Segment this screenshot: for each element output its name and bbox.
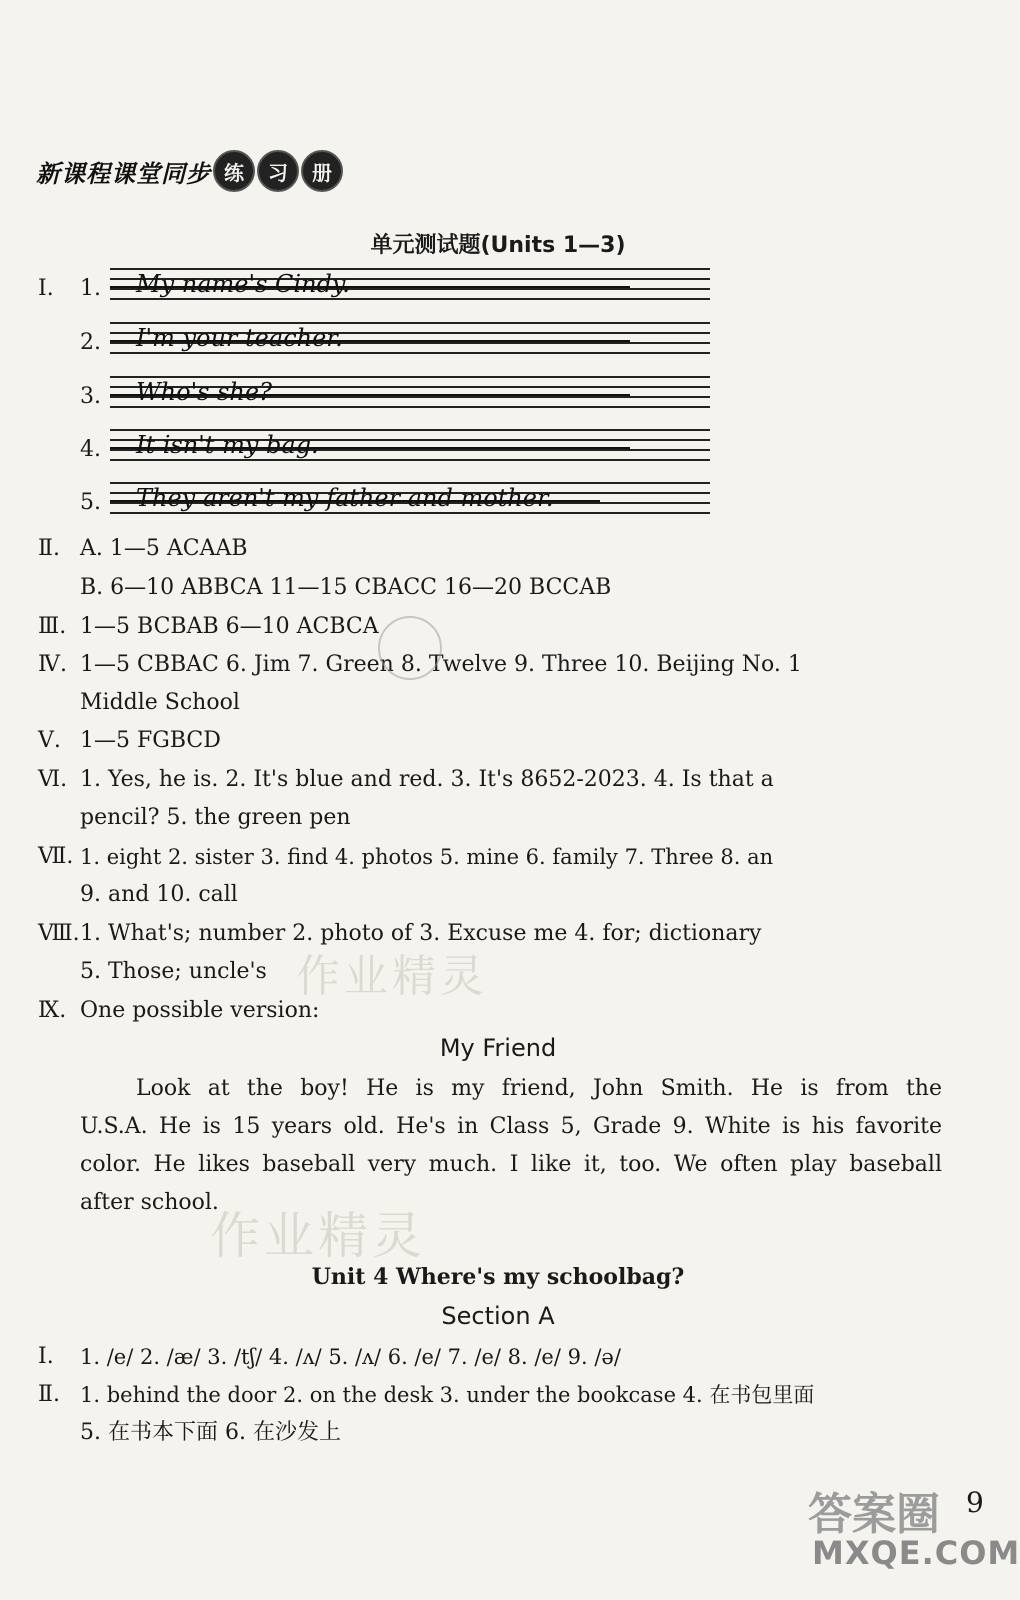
stamp-mark xyxy=(378,616,442,680)
answer-line-8b: 5. Those; uncle's xyxy=(80,959,267,984)
item1-text: My name's Cindy. xyxy=(136,270,350,298)
brand-header xyxy=(36,150,343,192)
page-number: 9 xyxy=(966,1486,984,1519)
item4-text: It isn't my bag. xyxy=(136,431,319,459)
answer-line-4b: Middle School xyxy=(80,690,240,715)
writing-line-5 xyxy=(110,482,710,526)
item3-num: 3. xyxy=(80,384,101,409)
writing-line-3 xyxy=(110,376,710,420)
unit4-label-2: Ⅱ. xyxy=(38,1382,60,1407)
unit4-line-2a: 1. behind the door 2. on the desk 3. under the bookcase 4. 在书包里面 xyxy=(80,1383,815,1407)
item3-text: Who's she? xyxy=(136,378,272,406)
writing-line-2 xyxy=(110,322,710,366)
badge-lian: 练 xyxy=(213,150,255,192)
answer-line-9: One possible version: xyxy=(80,998,320,1023)
unit4-line-1: 1. /e/ 2. /æ/ 3. /tʃ/ 4. /ʌ/ 5. /ʌ/ 6. /e/ 7. /e/ 8. /e/ 9. /ə/ xyxy=(80,1345,621,1369)
unit4-title: Unit 4 Where's my schoolbag? xyxy=(311,1264,685,1290)
answer-line-6b: pencil? 5. the green pen xyxy=(80,805,351,830)
item2-num: 2. xyxy=(80,330,101,355)
item2-text: I'm your teacher. xyxy=(136,324,343,352)
unit4-section: Section A xyxy=(441,1302,555,1330)
footer-site: MXQE.COM xyxy=(812,1534,1020,1572)
answer-line-4a: 1—5 CBBAC 6. Jim 7. Green 8. Twelve 9. Three 10. Beijing No. 1 xyxy=(80,652,802,677)
answer-line-8a: 1. What's; number 2. photo of 3. Excuse me 4. for; dictionary xyxy=(80,921,762,946)
badge-xi: 习 xyxy=(257,150,299,192)
answer-label-8: Ⅷ. xyxy=(38,921,80,946)
item4-num: 4. xyxy=(80,437,101,462)
answer-label-6: Ⅵ. xyxy=(38,767,68,792)
essay-line-4: after school. xyxy=(80,1190,219,1215)
essay-line-1: Look at the boy! He is my friend, John Smith. He is from the xyxy=(136,1076,942,1101)
writing-line-4 xyxy=(110,429,710,473)
item5-text: They aren't my father and mother. xyxy=(136,484,554,512)
unit4-label-1: Ⅰ. xyxy=(38,1344,54,1369)
watermark-2: 作业精灵 xyxy=(210,1207,426,1265)
brand-title: 新课程课堂同步 xyxy=(36,159,211,188)
essay-title: My Friend xyxy=(439,1034,557,1062)
essay-line-2: U.S.A. He is 15 years old. He's in Class 5, Grade 9. White is his favorite xyxy=(80,1114,942,1139)
item1-num: 1. xyxy=(80,276,101,301)
answer-label-7: Ⅶ. xyxy=(38,844,74,869)
essay-line-3: color. He likes baseball very much. I like it, too. We often play baseball xyxy=(80,1152,942,1177)
answer-label-5: Ⅴ. xyxy=(38,728,61,753)
answer-line-7b: 9. and 10. call xyxy=(80,882,238,907)
answer-line-6a: 1. Yes, he is. 2. It's blue and red. 3. It's 8652-2023. 4. Is that a xyxy=(80,767,774,792)
answer-label-3: Ⅲ. xyxy=(38,614,67,639)
answer-line-5: 1—5 FGBCD xyxy=(80,728,221,753)
item5-num: 5. xyxy=(80,490,101,515)
watermark-1: 作业精灵 xyxy=(296,951,488,1002)
answer-line-2b: B. 6—10 ABBCA 11—15 CBACC 16—20 BCCAB xyxy=(80,575,612,600)
unit4-line-2b: 5. 在书本下面 6. 在沙发上 xyxy=(80,1420,341,1445)
answer-line-2a: A. 1—5 ACAAB xyxy=(80,536,248,561)
section1-label: Ⅰ. xyxy=(38,276,54,301)
answer-line-7a: 1. eight 2. sister 3. find 4. photos 5. mine 6. family 7. Three 8. an xyxy=(80,845,774,869)
badge-ce: 册 xyxy=(301,150,343,192)
test-title: 单元测试题(Units 1—3) xyxy=(370,233,626,258)
writing-line-1 xyxy=(110,268,710,312)
answer-label-2: Ⅱ. xyxy=(38,536,60,561)
answer-label-4: Ⅳ. xyxy=(38,652,67,677)
footer-logo-icon: 答案圈 xyxy=(808,1489,940,1540)
answer-label-9: Ⅸ. xyxy=(38,998,67,1023)
answer-line-3: 1—5 BCBAB 6—10 ACBCA xyxy=(80,614,379,639)
